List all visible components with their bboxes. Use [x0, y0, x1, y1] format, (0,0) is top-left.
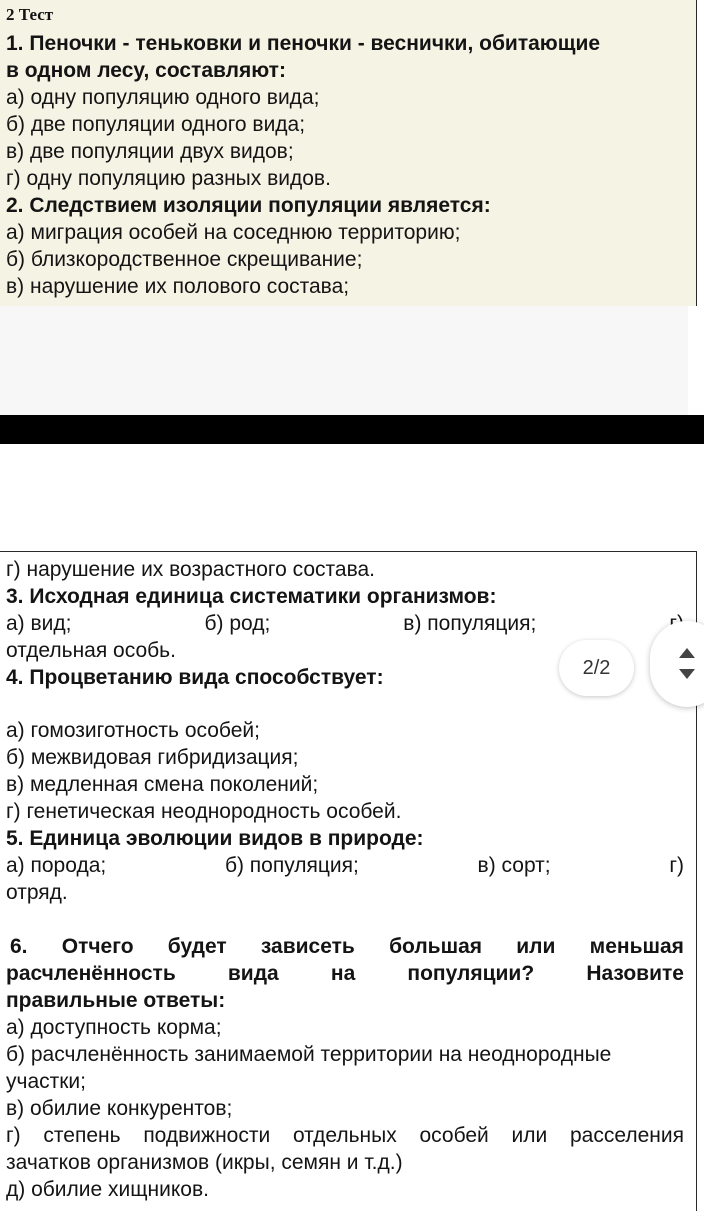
question-5-option-d-cont: отряд. — [6, 881, 68, 904]
question-3-option-d-cont: отдельная особь. — [6, 639, 176, 662]
question-4-option-c: в) медленная смена поколений; — [6, 773, 319, 796]
question-4-option-b: б) межвидовая гибридизация; — [6, 746, 299, 769]
question-5-option-c: в) сорт; — [477, 854, 551, 877]
question-5-title: 5. Единица эволюции видов в природе: — [6, 827, 424, 850]
question-4-option-d: г) генетическая неоднородность особей. — [6, 800, 402, 823]
document-page-1 — [0, 0, 697, 306]
question-2-option-c: в) нарушение их полового состава; — [6, 275, 350, 298]
page-indicator: 2/2 — [559, 640, 634, 696]
word: Назовите — [586, 962, 684, 985]
word: расчленённость — [6, 962, 176, 985]
question-6-option-b-line-2: участки; — [6, 1070, 86, 1093]
question-2-option-b: б) близкородственное скрещивание; — [6, 248, 363, 271]
question-1-option-b: б) две популяции одного вида; — [6, 113, 306, 136]
question-2-title: 2. Следствием изоляции популяции является: — [6, 194, 491, 217]
word: 6. — [10, 935, 28, 958]
chevron-down-icon — [679, 669, 695, 679]
question-6-title-line-1 — [10, 933, 684, 960]
question-3-title: 3. Исходная единица систематики организмов: — [6, 585, 497, 608]
question-6-option-b-line-1: б) расчленённость занимаемой территории на неоднородные — [6, 1043, 612, 1066]
word: подвижности — [143, 1124, 271, 1147]
word: вида — [227, 962, 279, 985]
question-2-option-d: г) нарушение их возрастного состава. — [6, 558, 376, 581]
question-6-option-c: в) обилие конкурентов; — [6, 1097, 233, 1120]
question-4-title: 4. Процветанию вида способствует: — [6, 666, 384, 689]
question-5-option-a: а) порода; — [6, 854, 107, 877]
question-6-option-a: а) доступность корма; — [6, 1016, 222, 1039]
word: отдельных — [292, 1124, 397, 1147]
question-3-option-c: в) популяция; — [403, 612, 537, 635]
question-2-option-a: а) миграция особей на соседнюю территорию; — [6, 221, 461, 244]
question-6-option-d-line-1 — [6, 1122, 684, 1149]
question-5-option-d-start: г) — [669, 854, 684, 877]
word: или — [511, 1124, 548, 1147]
question-6-title-line-2 — [6, 960, 684, 987]
question-3-option-a: а) вид; — [6, 612, 72, 635]
word: расселения — [570, 1124, 684, 1147]
question-4-option-a: а) гомозиготность особей; — [6, 719, 260, 742]
section-header: 2 Тест — [6, 5, 54, 24]
chevron-up-icon — [679, 648, 695, 658]
question-1-option-a: а) одну популяцию одного вида; — [6, 86, 320, 109]
black-separator-bar — [0, 415, 704, 444]
word: будет — [167, 935, 227, 958]
page-gap — [0, 306, 688, 415]
question-1-option-c: в) две популяции двух видов; — [6, 140, 294, 163]
question-6-option-e: д) обилие хищников. — [6, 1178, 209, 1201]
word: зависеть — [260, 935, 355, 958]
question-1-option-d: г) одну популяцию разных видов. — [6, 167, 331, 190]
question-3-option-b: б) род; — [204, 612, 271, 635]
word: большая — [389, 935, 483, 958]
page-scroll-button[interactable] — [650, 621, 704, 707]
word: степень — [43, 1124, 121, 1147]
word: Отчего — [61, 935, 134, 958]
question-5-option-b: б) популяция; — [224, 854, 359, 877]
question-6-option-d-line-2: зачатков организмов (икры, семян и т.д.) — [6, 1151, 403, 1174]
question-3-options-row — [6, 610, 684, 637]
word: меньшая — [589, 935, 684, 958]
question-6-title-line-3: правильные ответы: — [6, 989, 226, 1012]
word: популяции? — [407, 962, 535, 985]
question-5-options-row — [6, 852, 684, 879]
word: г) — [6, 1124, 21, 1147]
question-1-title-line-2: в одном лесу, составляют: — [6, 59, 286, 82]
question-1-title-line-1: 1. Пеночки - теньковки и пеночки - веснички, обитающие — [6, 32, 601, 55]
word: на — [330, 962, 356, 985]
word: или — [516, 935, 556, 958]
word: особей — [419, 1124, 489, 1147]
